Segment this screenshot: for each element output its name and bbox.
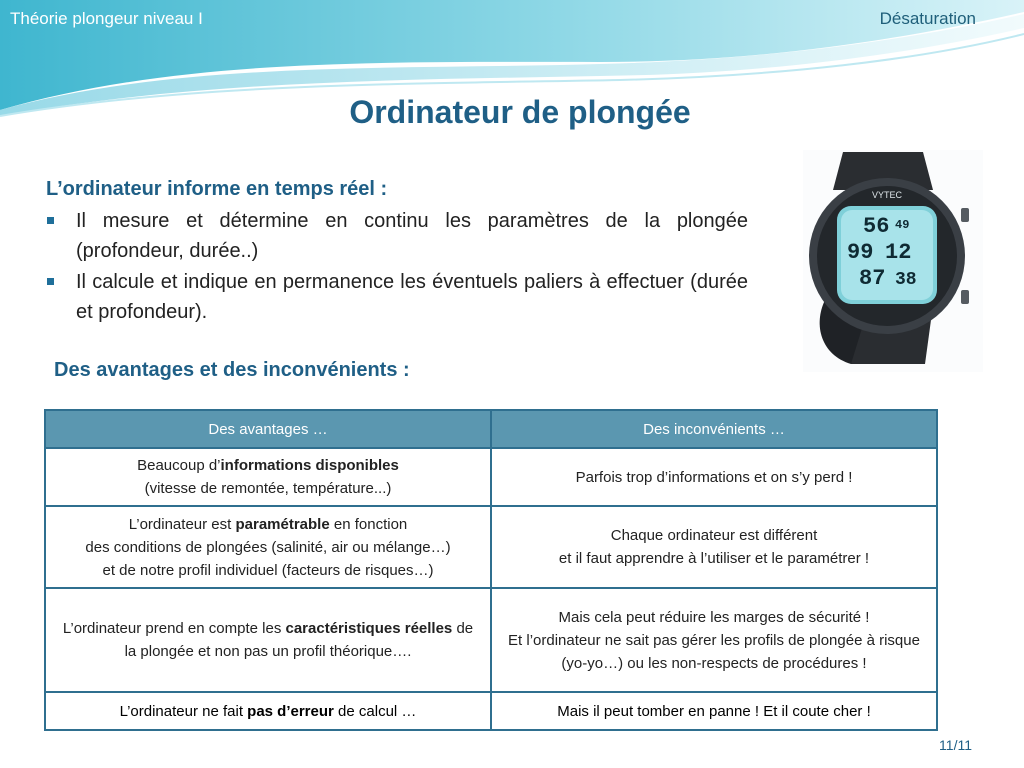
page-number: 11/11	[939, 737, 972, 753]
depth-readout: 56	[863, 214, 890, 239]
cell-emphasis: pas d’erreur	[247, 702, 334, 720]
bullet-item	[46, 206, 748, 266]
dive-time-readout: 12	[885, 240, 912, 265]
cell-text: (vitesse de remontée, température...)	[144, 480, 392, 497]
advantage-cell	[45, 448, 491, 506]
bullet-text: Il calcule et indique en permanence les éventuels paliers à effectuer (durée et profondeur).	[76, 271, 748, 323]
table-row	[45, 506, 937, 588]
column-header-disadvantages: Des inconvénients …	[491, 410, 937, 448]
cell-text: Beaucoup d’	[137, 457, 221, 474]
advantage-cell	[45, 506, 491, 588]
max-depth-readout: 49	[895, 218, 910, 232]
bullet-item	[46, 267, 748, 327]
disadvantage-cell	[491, 506, 937, 588]
cell-text: des conditions de plongées (salinité, air ou mélange…)	[85, 538, 451, 556]
cell-text: Mais cela peut réduire les marges de sécurité !	[558, 608, 870, 626]
table-row	[45, 588, 937, 692]
cell-text: en fonction	[329, 515, 408, 533]
dive-computer-image	[803, 150, 983, 372]
table-header-row	[45, 410, 937, 448]
section-title: Désaturation	[879, 9, 976, 28]
cell-text: L’ordinateur est	[128, 515, 236, 533]
temp-readout: 87	[859, 266, 886, 291]
bullet-text: Il mesure et détermine en continu les paramètres de la plongée (profondeur, durée..)	[76, 210, 748, 262]
advantage-cell	[45, 692, 491, 730]
cell-text: de la plongée et non pas un profil théorique….	[124, 620, 474, 660]
watch-brand: VYTEC	[871, 190, 903, 200]
cell-text: de calcul …	[333, 702, 417, 720]
course-title: Théorie plongeur niveau I	[10, 9, 203, 28]
cell-text: et il faut apprendre à l’utiliser et le paramétrer !	[558, 550, 870, 567]
disadvantage-cell	[491, 448, 937, 506]
disadvantage-cell	[491, 588, 937, 692]
cell-emphasis: informations disponibles	[220, 457, 399, 474]
cell-text: L’ordinateur prend en compte les	[62, 620, 286, 637]
comparison-table	[44, 409, 938, 731]
advantage-cell	[45, 588, 491, 692]
cell-emphasis: paramétrable	[235, 515, 330, 533]
square-bullet-icon	[47, 217, 54, 224]
column-header-advantages: Des avantages …	[45, 410, 491, 448]
cell-text: Parfois trop d’informations et on s’y perd !	[575, 468, 853, 486]
cell-text: et de notre profil individuel (facteurs de risques…)	[102, 561, 434, 579]
time-readout: 99	[847, 240, 874, 265]
cell-emphasis: caractéristiques réelles	[285, 620, 453, 637]
cell-text: Mais il peut tomber en panne ! Et il coute cher !	[557, 702, 871, 720]
cell-text: L’ordinateur ne fait	[119, 702, 248, 720]
intro-bullet-list	[46, 206, 748, 328]
intro-heading: L’ordinateur informe en temps réel :	[46, 178, 388, 200]
advantages-heading: Des avantages et des inconvénients :	[54, 359, 410, 381]
cell-text: Chaque ordinateur est différent	[610, 527, 818, 544]
page-title: Ordinateur de plongée	[349, 94, 691, 130]
cell-text: Et l’ordinateur ne sait pas gérer les profils de plongée à risque (yo-yo…) ou les non-respects de procédures !	[508, 631, 920, 672]
ndl-readout: 38	[895, 270, 917, 290]
disadvantage-cell	[491, 692, 937, 730]
table-row	[45, 448, 937, 506]
table-row	[45, 692, 937, 730]
square-bullet-icon	[47, 278, 54, 285]
